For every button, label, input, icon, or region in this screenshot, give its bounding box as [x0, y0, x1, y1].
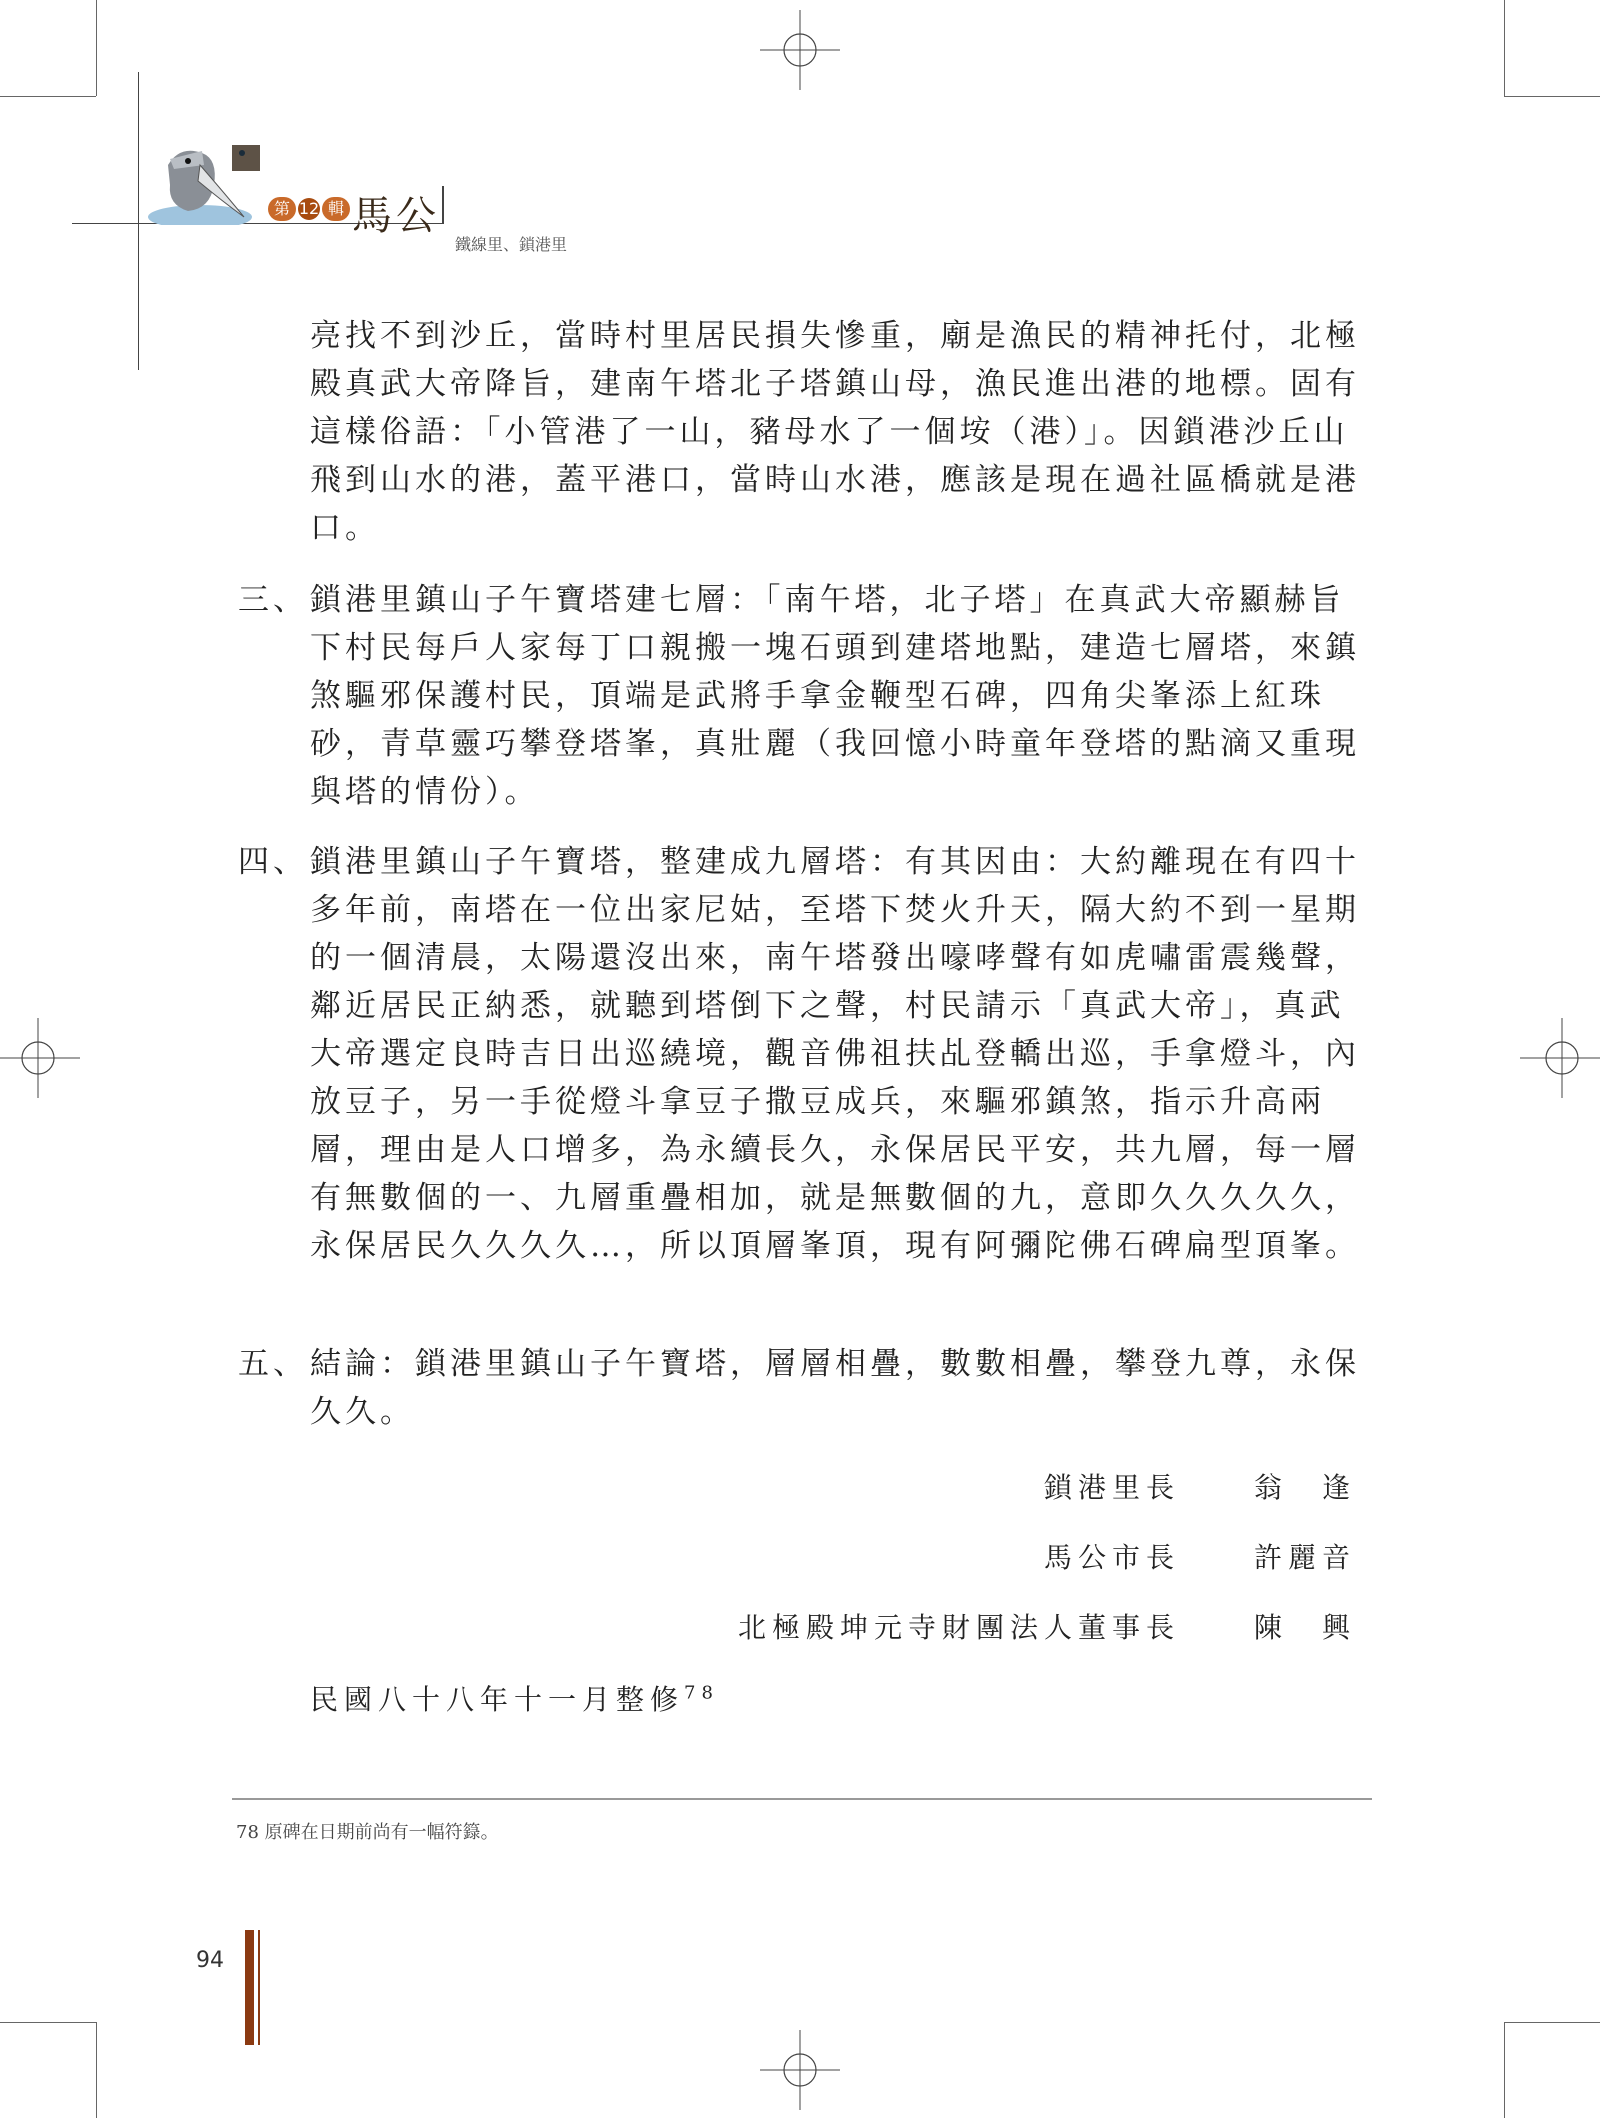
- footnote-text: 78 原碑在日期前尚有一幅符籙。: [236, 1822, 499, 1843]
- registration-mark-left: [0, 1018, 80, 1098]
- chapter-subtitle: 鐵線里、鎖港里: [455, 235, 568, 254]
- crop-mark-tl-h: [0, 96, 96, 97]
- signature-row: [300, 1536, 1180, 1576]
- signature-role: 馬公市長: [1043, 1541, 1180, 1574]
- badge-number: 12: [298, 199, 320, 218]
- signature-role: 鎖港里長: [1043, 1471, 1180, 1504]
- footnote-rule: [232, 1798, 1372, 1800]
- signature-name: 翁 逢: [1254, 1471, 1357, 1504]
- paragraph-three: [238, 576, 1368, 816]
- page-accent-bar-thin: [258, 1930, 260, 2045]
- signature-role: 北極殿坤元寺財團法人董事長: [737, 1611, 1180, 1644]
- paragraph-text: 鎖港里鎮山子午寶塔建七層：「南午塔，北子塔」在真武大帝顯赫旨下村民每戶人家每丁口親搬一塊石頭到建塔地點，建造七層塔，來鎮煞驅邪保護村民，頂端是武將手拿金鞭型石碑，四角尖峯添上紅珠砂，青草靈巧攀登塔峯，真壯麗（我回憶小時童年登塔的點滴又重現與塔的情份）。: [310, 582, 1360, 810]
- crop-mark-bl-v: [96, 2022, 97, 2118]
- signature-name: 許麗音: [1254, 1541, 1357, 1574]
- page-number: 94: [196, 1948, 224, 1973]
- header-divider-rule: [442, 186, 444, 224]
- brand-title: 馬公: [352, 193, 440, 239]
- paragraph-text: 鎖港里鎮山子午寶塔，整建成九層塔：有其因由：大約離現在有四十多年前，南塔在一位出家尼姑，至塔下焚火升天，隔大約不到一星期的一個清晨，太陽還沒出來，南午塔發出嚎哮聲有如虎嘯雷震幾聲，鄰近居民正納悉，就聽到塔倒下之聲，村民請示「真武大帝」，真武大帝選定良時吉日出巡繞境，觀音佛祖扶乩登轎出巡，手拿燈斗，內放豆子，另一手從燈斗拿豆子撒豆成兵，來驅邪鎮煞，指示升高兩層，理由是人口增多，為永續長久，永保居民平安，共九層，每一層有無數個的一、九層重疊相加，就是無數個的九，意即久久久久久，永保居民久久久久…，所以頂層峯頂，現有阿彌陀佛石碑扁型頂峯。: [310, 844, 1360, 1264]
- paragraph-text: 結論：鎖港里鎮山子午寶塔，層層相疊，數數相疊，攀登九尊，永保久久。: [310, 1346, 1360, 1430]
- signature-name: 陳 興: [1254, 1611, 1357, 1644]
- paragraph-continuation: [310, 312, 1368, 552]
- date-line: [310, 1678, 719, 1718]
- registration-mark-bottom: [760, 2030, 840, 2110]
- badge-di: 第: [268, 197, 296, 221]
- paragraph-five: [238, 1340, 1368, 1436]
- registration-mark-right: [1520, 1018, 1600, 1098]
- paragraph-label: 四、: [238, 844, 308, 880]
- header-vertical-rule: [138, 72, 139, 370]
- crop-mark-tl-v: [96, 0, 97, 96]
- registration-mark-top: [760, 10, 840, 90]
- crop-mark-br-v: [1504, 2022, 1505, 2118]
- crop-mark-bl-h: [0, 2022, 96, 2023]
- signature-row: [300, 1606, 1180, 1646]
- page-accent-bar: [245, 1930, 254, 2045]
- paragraph-label: 三、: [238, 582, 308, 618]
- paragraph-text: 亮找不到沙丘，當時村里居民損失慘重，廟是漁民的精神托付，北極殿真武大帝降旨，建南午塔北子塔鎮山母，漁民進出港的地標。固有這樣俗語：「小管港了一山，豬母水了一個垵（港）」。因鎖港沙丘山飛到山水的港，蓋平港口，當時山水港，應該是現在過社區橋就是港口。: [310, 318, 1360, 546]
- crop-mark-tr-h: [1504, 96, 1600, 97]
- date-text: 民國八十八年十一月整修: [310, 1683, 685, 1716]
- footnote-ref: 78: [684, 1682, 719, 1704]
- volume-badge: [268, 194, 352, 224]
- crop-mark-br-h: [1504, 2022, 1600, 2023]
- badge-ji: 輯: [322, 197, 350, 221]
- crop-mark-tr-v: [1504, 0, 1505, 96]
- paragraph-label: 五、: [238, 1346, 308, 1382]
- signature-row: [300, 1466, 1180, 1506]
- paragraph-four: [238, 838, 1368, 1270]
- mascot-illustration: [140, 125, 270, 225]
